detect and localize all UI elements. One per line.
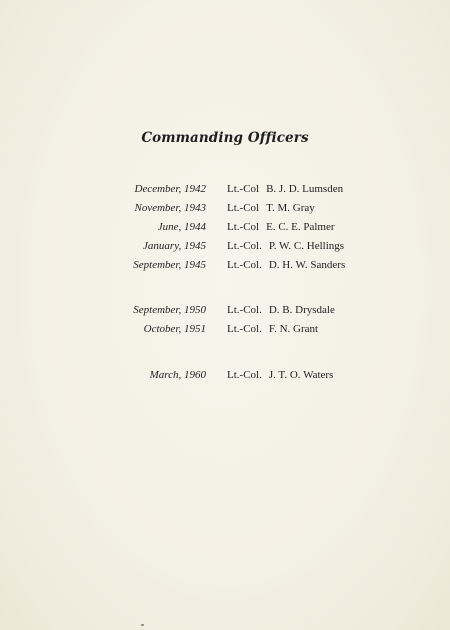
officer-rank: Lt.-Col <box>227 221 260 233</box>
officer-name: D. B. Drysdale <box>268 304 335 316</box>
officer-entry <box>227 256 345 275</box>
officer-name: E. C. E. Palmer <box>266 221 335 233</box>
officer-row <box>0 320 450 339</box>
command-date: September, 1945 <box>133 259 206 271</box>
officer-rank: Lt.-Col. <box>227 323 262 335</box>
command-date: December, 1942 <box>134 183 206 195</box>
officer-entry <box>227 320 318 339</box>
officer-entry <box>227 301 335 320</box>
officer-name: J. T. O. Waters <box>268 369 334 381</box>
officer-name: T. M. Gray <box>266 202 315 214</box>
officer-entry <box>227 218 335 237</box>
officer-name: D. H. W. Sanders <box>268 259 346 271</box>
command-date: June, 1944 <box>157 221 206 233</box>
command-date: September, 1950 <box>133 304 206 316</box>
officer-entry <box>227 199 315 218</box>
officer-entry <box>227 237 344 256</box>
officer-rank: Lt.-Col <box>227 183 260 195</box>
officer-row <box>0 180 450 199</box>
officers-group-1950s <box>0 301 450 339</box>
command-date: January, 1945 <box>143 240 206 252</box>
officer-row <box>0 366 450 385</box>
officer-entry <box>227 366 333 385</box>
paper-speck <box>141 624 144 626</box>
officer-rank: Lt.-Col. <box>227 259 262 271</box>
officer-row <box>0 301 450 320</box>
officer-entry <box>227 180 343 199</box>
officers-group-1960s <box>0 366 450 385</box>
officer-row <box>0 237 450 256</box>
officer-name: P. W. C. Hellings <box>268 240 345 252</box>
officers-group-wartime <box>0 180 450 275</box>
officer-row <box>0 199 450 218</box>
officer-rank: Lt.-Col. <box>227 369 262 381</box>
command-date: October, 1951 <box>143 323 206 335</box>
officer-rank: Lt.-Col. <box>227 304 262 316</box>
command-date: November, 1943 <box>134 202 206 214</box>
officer-row <box>0 256 450 275</box>
page-title: Commanding Officers <box>141 130 309 146</box>
officer-name: B. J. D. Lumsden <box>266 183 344 195</box>
officer-row <box>0 218 450 237</box>
officer-rank: Lt.-Col <box>227 202 260 214</box>
officer-name: F. N. Grant <box>268 323 319 335</box>
officer-rank: Lt.-Col. <box>227 240 262 252</box>
command-date: March, 1960 <box>149 369 206 381</box>
